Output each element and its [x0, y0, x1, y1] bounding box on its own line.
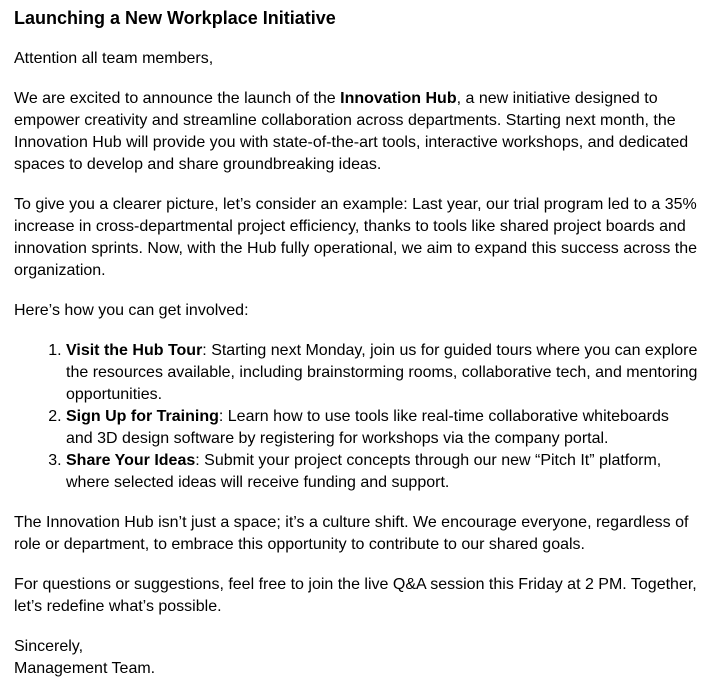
greeting-line: Attention all team members,	[14, 50, 214, 67]
list-item-share-your-ideas	[66, 450, 700, 494]
culture-paragraph: The Innovation Hub isn’t just a space; it’s a culture shift. We encourage everyone, regardless of role or department, to embrace this opportunity to contribute to our shared goals.	[14, 514, 689, 553]
step-3-bold-lead: Share Your Ideas	[66, 452, 196, 469]
closing-signature	[14, 636, 700, 680]
closing-line-sincerely: Sincerely,	[14, 638, 84, 655]
step-2-text: : Learn how to use tools like real-time collaborative whiteboards and 3D design software by registering for workshops via the company portal.	[66, 408, 669, 447]
qa-session-paragraph: For questions or suggestions, feel free to join the live Q&A session this Friday at 2 PM. Together, let’s redefine what’s possible.	[14, 576, 697, 615]
intro-text-before: We are excited to announce the launch of the	[14, 90, 341, 107]
intro-paragraph	[14, 88, 700, 176]
document-title: Launching a New Workplace Initiative	[14, 8, 336, 28]
example-paragraph: To give you a clearer picture, let’s consider an example: Last year, our trial program led to a 35% increase in cross-departmental project efficiency, thanks to tools like shared project boards and innovation sprints. Now, with the Hub fully operational, we aim to expand this success across the organization.	[14, 196, 698, 279]
intro-text-after: , a new initiative designed to empower creativity and streamline collaboration across departments. Starting next month, the Innovation Hub will provide you with state-of-the-art tools, interactive workshops, and dedicated spaces to develop and share groundbreaking ideas.	[14, 90, 689, 173]
list-item-sign-up-training	[66, 406, 700, 450]
involvement-steps-list	[14, 340, 700, 494]
list-intro-line: Here’s how you can get involved:	[14, 302, 249, 319]
closing-line-management-team: Management Team.	[14, 660, 156, 677]
step-1-text: : Starting next Monday, join us for guided tours where you can explore the resources available, including brainstorming rooms, collaborative tech, and mentoring opportunities.	[66, 342, 698, 403]
list-item-visit-hub-tour	[66, 340, 700, 406]
step-3-text: : Submit your project concepts through our new “Pitch It” platform, where selected ideas will receive funding and support.	[66, 452, 662, 491]
innovation-hub-bold-text: Innovation Hub	[340, 90, 457, 107]
step-1-bold-lead: Visit the Hub Tour	[66, 342, 203, 359]
step-2-bold-lead: Sign Up for Training	[66, 408, 219, 425]
